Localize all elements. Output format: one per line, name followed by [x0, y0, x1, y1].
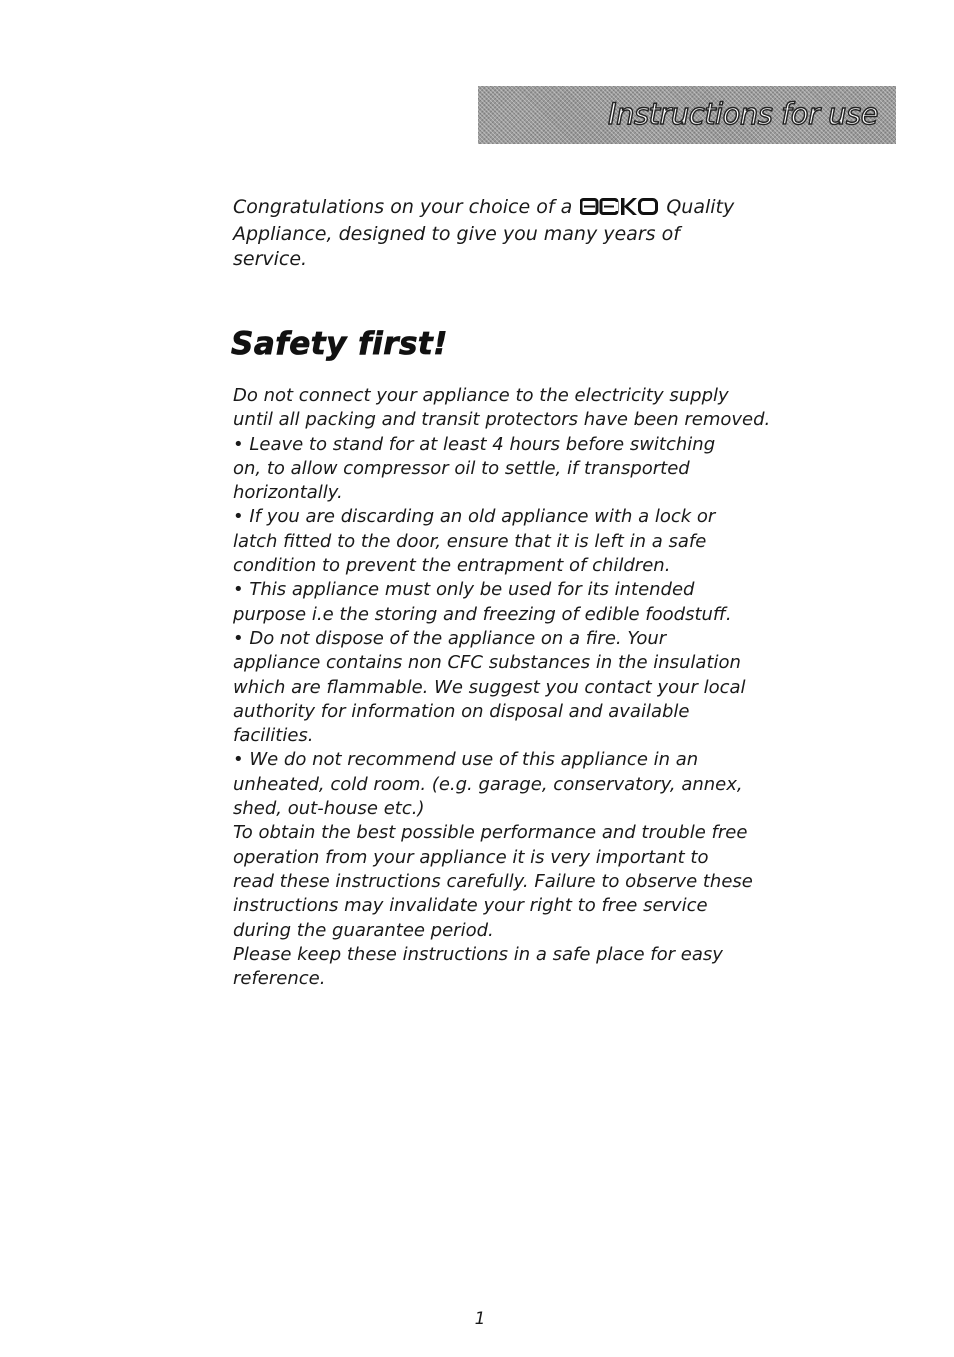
safety-line: reference. [233, 968, 326, 990]
safety-line: on, to allow compressor oil to settle, if transported [233, 457, 690, 479]
safety-line: • Do not dispose of the appliance on a fire. Your [233, 627, 667, 649]
safety-line: until all packing and transit protectors have been removed. [233, 409, 771, 431]
intro-text-after-logo: Quality [666, 196, 735, 218]
safety-line: authority for information on disposal and available [233, 700, 690, 722]
safety-line: during the guarantee period. [233, 919, 494, 941]
intro-text-before-logo: Congratulations on your choice of a [233, 196, 573, 218]
safety-line: • If you are discarding an old appliance with a lock or [233, 506, 716, 528]
safety-line: To obtain the best possible performance and trouble free [233, 822, 748, 844]
safety-line: operation from your appliance it is very important to [233, 846, 709, 868]
header-banner [478, 86, 896, 144]
safety-line: • This appliance must only be used for its intended [233, 579, 695, 601]
brand-logo [580, 197, 658, 222]
safety-line: facilities. [233, 725, 314, 747]
safety-body [233, 384, 771, 991]
safety-line: • Leave to stand for at least 4 hours before switching [233, 433, 716, 455]
safety-line: shed, out-house etc.) [233, 798, 425, 820]
page-title: Instructions for use [608, 97, 878, 131]
safety-line: Do not connect your appliance to the electricity supply [233, 385, 729, 406]
safety-line: unheated, cold room. (e.g. garage, conservatory, annex, [233, 773, 743, 795]
safety-heading: Safety first! [231, 326, 448, 362]
intro-paragraph [233, 195, 753, 272]
safety-line: which are flammable. We suggest you contact your local [233, 676, 746, 698]
safety-line: latch fitted to the door, ensure that it is left in a safe [233, 530, 707, 552]
safety-line: purpose i.e the storing and freezing of edible foodstuff. [233, 603, 732, 625]
safety-line: condition to prevent the entrapment of children. [233, 555, 671, 577]
safety-line: instructions may invalidate your right to free service [233, 895, 708, 917]
safety-line: • We do not recommend use of this appliance in an [233, 749, 699, 771]
safety-line: Please keep these instructions in a safe place for easy [233, 943, 723, 965]
safety-line: read these instructions carefully. Failure to observe these [233, 870, 753, 892]
page-number: 1 [474, 1309, 486, 1329]
safety-line: horizontally. [233, 482, 343, 504]
safety-line: appliance contains non CFC substances in the insulation [233, 652, 741, 674]
intro-line-2: Appliance, designed to give you many years of service. [233, 223, 680, 270]
